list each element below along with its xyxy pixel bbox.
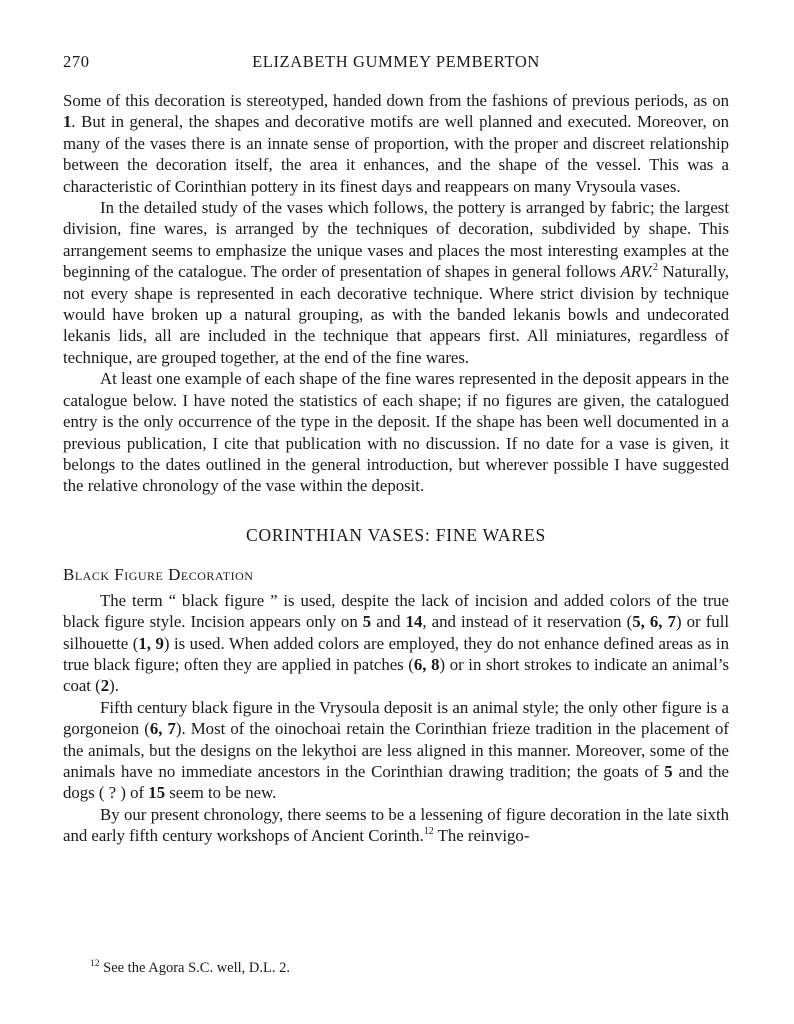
page-header	[63, 52, 729, 76]
text-run: Some of this decoration is stereotyped, handed down from the fashions of previous periods, as on	[63, 91, 729, 110]
paragraph-3	[63, 368, 729, 496]
text-run: ).	[109, 676, 119, 696]
italic-abbrev: ARV.	[620, 262, 653, 282]
body-text	[63, 90, 729, 847]
paragraph-2	[63, 197, 729, 368]
text-run: seem to be new.	[165, 783, 277, 803]
text-run: The term “ black figure ” is used, despite the lack of incision and added colors of the true black figure style. Incision appears only on	[63, 590, 729, 632]
text-run: ) or full silhouette (	[63, 612, 730, 653]
section-heading: CORINTHIAN VASES: FINE WARES	[245, 524, 546, 545]
catalogue-ref: 14	[405, 612, 423, 632]
text-run: ). Most of the oinochoai retain the Corinthian frieze tradition in the placement of the animals, but the designs on the lekythoi are less aligned in this manner. Moreover, some of the animals have no immediate ancestors in the Corinthian drawing tradition; the goats of	[63, 719, 729, 781]
text-run: By our present chronology, there seems to be a lessening of figure decoration in the late sixth and early fifth century workshops of Ancient Corinth.	[63, 804, 729, 846]
catalogue-ref: 5	[664, 761, 673, 781]
footnote	[90, 959, 290, 977]
text-run: and	[371, 612, 406, 632]
footnote-marker: 2	[652, 262, 658, 274]
text-run: , and instead of it reservation (	[422, 612, 633, 632]
text-run: ) is used. When added colors are employed, they do not enhance defined areas as in true black figure; often they are applied in patches (	[63, 633, 729, 674]
footnote-text: See the Agora S.C. well, D.L. 2.	[99, 960, 290, 976]
text-run: The reinvigo-	[433, 826, 530, 846]
catalogue-ref: 5	[362, 612, 372, 632]
catalogue-ref: 5, 6, 7	[632, 612, 676, 632]
catalogue-ref: 1, 9	[138, 633, 164, 653]
catalogue-ref: 6, 7	[149, 719, 176, 739]
catalogue-ref: 1	[63, 112, 72, 132]
subheading: Black Figure Decoration	[63, 564, 254, 584]
text-run: In the detailed study of the vases which follows, the pottery is arranged by fabric; the largest division, fine wares, is arranged by the techniques of decoration, subdivided by shape. This arrangement seems to emphasize the unique vases and places the most interesting examples at the beginning of the catalogue. The order of presentation of shapes in general follows	[63, 198, 729, 282]
text-run: Fifth century black figure in the Vrysoula deposit is an animal style; the only other figure is a gorgoneion (	[63, 697, 729, 739]
page-number: 270	[63, 52, 90, 71]
paragraph-4	[63, 590, 729, 697]
catalogue-ref: 6, 8	[413, 654, 440, 674]
paragraph-1	[63, 90, 729, 197]
text-run: ) or in short strokes to indicate an animal’s coat (	[63, 654, 729, 696]
paragraph-6	[63, 804, 729, 847]
text-run: . But in general, the shapes and decorative motifs are well planned and executed. Moreover, on many of the vases there is an innate sense of proportion, with the proper and discreet relationship between the decoration itself, the area it enhances, and the shape of the vessel. This was a characteristic of Corinthian pottery in its finest days and reappears on many Vrysoula vases.	[63, 112, 729, 196]
footnote-number: 12	[90, 959, 100, 969]
text-run: and the dogs ( ? ) of	[63, 761, 729, 803]
paragraph-5	[63, 697, 729, 804]
catalogue-ref: 15	[148, 783, 166, 803]
footnote-marker: 12	[423, 826, 434, 838]
text-run: Naturally, not every shape is represented in each decorative technique. Where strict division by technique would have broken up a natural grouping, as with the banded lekanis bowls and undecorated lekanis lids, all are included in the technique that appears first. All miniatures, regardless of technique, are grouped together, at the end of the fine wares.	[63, 262, 729, 367]
text-run: At least one example of each shape of the fine wares represented in the deposit appears in the catalogue below. I have noted the statistics of each shape; if no figures are given, the catalogued entry is the only occurrence of the type in the deposit. If the shape has been well documented in a previous publication, I cite that publication with no discussion. If no date for a vase is given, it belongs to the dates outlined in the general introduction, but wherever possible I have suggested the relative chronology of the vase within the deposit.	[63, 369, 729, 496]
running-head: ELIZABETH GUMMEY PEMBERTON	[252, 52, 540, 71]
catalogue-ref: 2	[100, 676, 110, 696]
